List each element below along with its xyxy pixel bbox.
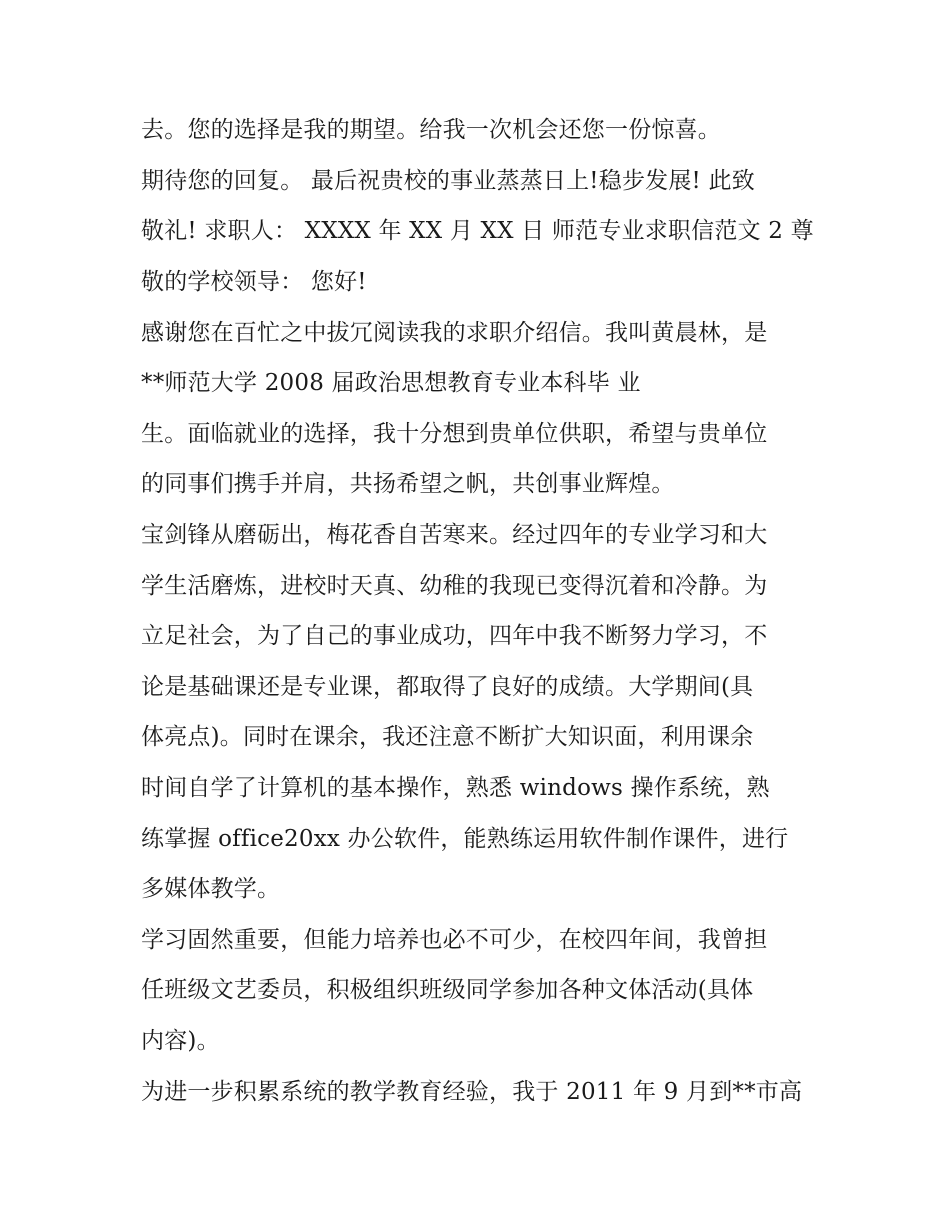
- text-line-9: 宝剑锋从磨砺出，梅花香自苦寒来。经过四年的专业学习和大: [141, 522, 768, 548]
- text-line-17: 学习固然重要，但能力培养也必不可少，在校四年间，我曾担: [141, 927, 768, 953]
- text-line-15: 练掌握 office20xx 办公软件，能熟练运用软件制作课件，进行: [141, 826, 789, 852]
- text-line-8: 的同事们携手并肩，共扬希望之帆，共创事业辉煌。: [141, 471, 675, 497]
- text-line-14: 时间自学了计算机的基本操作，熟悉 windows 操作系统，熟: [141, 775, 770, 801]
- text-line-10: 学生活磨炼，进校时天真、幼稚的我现已变得沉着和冷静。为: [141, 573, 768, 599]
- text-line-13: 体亮点)。同时在课余，我还注意不断扩大知识面，利用课余: [141, 724, 754, 750]
- text-line-5: 感谢您在百忙之中拔冗阅读我的求职介绍信。我叫黄晨林，是: [141, 320, 768, 346]
- text-line-19: 内容)。: [141, 1028, 220, 1054]
- text-line-3: 敬礼! 求职人： XXXX 年 XX 月 XX 日 师范专业求职信范文 2 尊: [141, 218, 814, 244]
- text-line-16: 多媒体教学。: [141, 876, 281, 902]
- text-line-18: 任班级文艺委员，积极组织班级同学参加各种文体活动(具体: [141, 977, 754, 1003]
- text-line-6: **师范大学 2008 届政治思想教育专业本科毕 业: [141, 370, 641, 396]
- text-line-20: 为进一步积累系统的教学教育经验，我于 2011 年 9 月到**市高: [141, 1079, 803, 1105]
- text-line-12: 论是基础课还是专业课，都取得了良好的成绩。大学期间(具: [141, 674, 754, 700]
- text-line-1: 去。您的选择是我的期望。给我一次机会还您一份惊喜。: [141, 117, 721, 143]
- text-line-7: 生。面临就业的选择，我十分想到贵单位供职，希望与贵单位: [141, 421, 768, 447]
- text-line-11: 立足社会，为了自己的事业成功，四年中我不断努力学习，不: [141, 623, 768, 649]
- text-line-2: 期待您的回复。 最后祝贵校的事业蒸蒸日上!稳步发展! 此致: [141, 168, 755, 194]
- text-line-4: 敬的学校领导： 您好!: [141, 269, 367, 295]
